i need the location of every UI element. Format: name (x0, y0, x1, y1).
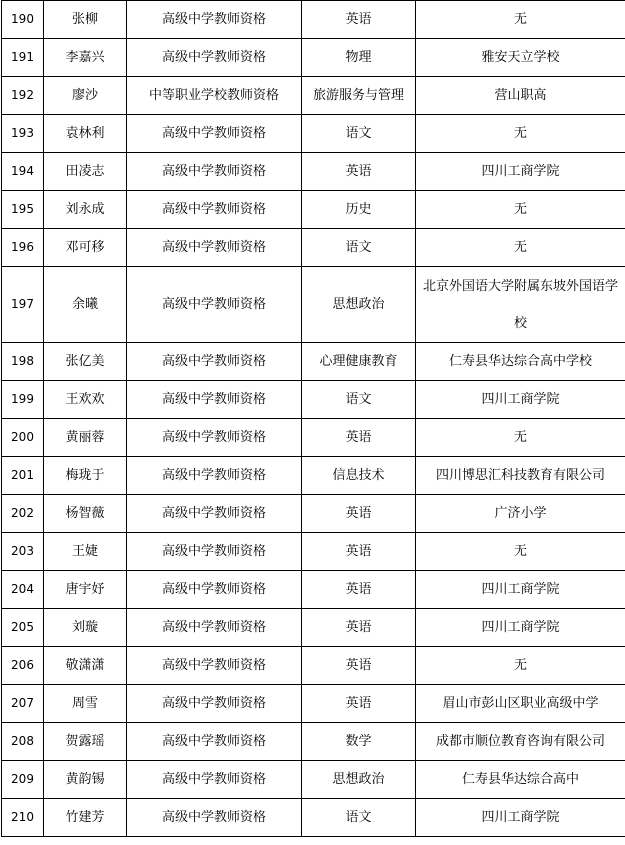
employer: 四川工商学院 (416, 609, 625, 647)
employer: 营山职高 (416, 77, 625, 115)
table-row (2, 1, 625, 39)
row-number: 191 (2, 39, 44, 77)
qualification-type: 高级中学教师资格 (127, 343, 302, 381)
qualification-type: 中等职业学校教师资格 (127, 77, 302, 115)
employer: 无 (416, 419, 625, 457)
table-row (2, 153, 625, 191)
employer: 仁寿县华达综合高中学校 (416, 343, 625, 381)
row-number: 207 (2, 685, 44, 723)
applicant-name: 刘璇 (44, 609, 127, 647)
qualification-type: 高级中学教师资格 (127, 799, 302, 837)
employer: 北京外国语大学附属东坡外国语学校 (416, 267, 625, 343)
row-number: 197 (2, 267, 44, 343)
employer: 四川工商学院 (416, 153, 625, 191)
qualification-type: 高级中学教师资格 (127, 533, 302, 571)
table-row (2, 191, 625, 229)
qualification-type: 高级中学教师资格 (127, 229, 302, 267)
row-number: 194 (2, 153, 44, 191)
subject: 英语 (302, 571, 416, 609)
qualification-type: 高级中学教师资格 (127, 647, 302, 685)
table-row (2, 381, 625, 419)
applicant-name: 黄韵锡 (44, 761, 127, 799)
subject: 英语 (302, 1, 416, 39)
qualification-type: 高级中学教师资格 (127, 267, 302, 343)
table-row (2, 457, 625, 495)
table-row (2, 609, 625, 647)
qualification-type: 高级中学教师资格 (127, 457, 302, 495)
subject: 英语 (302, 647, 416, 685)
subject: 数学 (302, 723, 416, 761)
employer: 眉山市彭山区职业高级中学 (416, 685, 625, 723)
qualification-type: 高级中学教师资格 (127, 1, 302, 39)
employer: 无 (416, 647, 625, 685)
teacher-qualification-table (1, 0, 625, 837)
subject: 语文 (302, 799, 416, 837)
applicant-name: 周雪 (44, 685, 127, 723)
table-row (2, 685, 625, 723)
table-row (2, 799, 625, 837)
row-number: 190 (2, 1, 44, 39)
subject: 语文 (302, 115, 416, 153)
employer: 无 (416, 1, 625, 39)
qualification-type: 高级中学教师资格 (127, 381, 302, 419)
applicant-name: 王婕 (44, 533, 127, 571)
applicant-name: 敬潇潇 (44, 647, 127, 685)
employer: 无 (416, 533, 625, 571)
applicant-name: 张亿美 (44, 343, 127, 381)
applicant-name: 黄丽蓉 (44, 419, 127, 457)
qualification-type: 高级中学教师资格 (127, 495, 302, 533)
subject: 英语 (302, 685, 416, 723)
employer: 四川工商学院 (416, 799, 625, 837)
applicant-name: 廖沙 (44, 77, 127, 115)
row-number: 198 (2, 343, 44, 381)
table-row (2, 761, 625, 799)
employer: 四川工商学院 (416, 381, 625, 419)
applicant-name: 李嘉兴 (44, 39, 127, 77)
subject: 旅游服务与管理 (302, 77, 416, 115)
qualification-type: 高级中学教师资格 (127, 723, 302, 761)
row-number: 193 (2, 115, 44, 153)
qualification-type: 高级中学教师资格 (127, 609, 302, 647)
subject: 英语 (302, 419, 416, 457)
subject: 英语 (302, 533, 416, 571)
subject: 思想政治 (302, 267, 416, 343)
row-number: 201 (2, 457, 44, 495)
qualification-type: 高级中学教师资格 (127, 761, 302, 799)
employer: 仁寿县华达综合高中 (416, 761, 625, 799)
row-number: 199 (2, 381, 44, 419)
subject: 英语 (302, 153, 416, 191)
applicant-name: 王欢欢 (44, 381, 127, 419)
employer: 无 (416, 229, 625, 267)
applicant-name: 刘永成 (44, 191, 127, 229)
subject: 英语 (302, 495, 416, 533)
table-row (2, 39, 625, 77)
applicant-name: 袁林利 (44, 115, 127, 153)
table-body (2, 1, 625, 837)
applicant-name: 竹建芳 (44, 799, 127, 837)
qualification-type: 高级中学教师资格 (127, 685, 302, 723)
row-number: 210 (2, 799, 44, 837)
row-number: 202 (2, 495, 44, 533)
applicant-name: 唐宇妤 (44, 571, 127, 609)
applicant-name: 邓可移 (44, 229, 127, 267)
qualification-type: 高级中学教师资格 (127, 115, 302, 153)
applicant-name: 田凌志 (44, 153, 127, 191)
subject: 信息技术 (302, 457, 416, 495)
subject: 心理健康教育 (302, 343, 416, 381)
subject: 思想政治 (302, 761, 416, 799)
table-row (2, 571, 625, 609)
table-row (2, 647, 625, 685)
table-row (2, 77, 625, 115)
applicant-name: 杨智薇 (44, 495, 127, 533)
table-row (2, 343, 625, 381)
row-number: 192 (2, 77, 44, 115)
qualification-type: 高级中学教师资格 (127, 419, 302, 457)
employer: 无 (416, 115, 625, 153)
qualification-type: 高级中学教师资格 (127, 191, 302, 229)
qualification-type: 高级中学教师资格 (127, 39, 302, 77)
row-number: 203 (2, 533, 44, 571)
table-row (2, 495, 625, 533)
employer: 成都市顺位教育咨询有限公司 (416, 723, 625, 761)
applicant-name: 梅珑于 (44, 457, 127, 495)
subject: 英语 (302, 609, 416, 647)
subject: 语文 (302, 229, 416, 267)
applicant-name: 张柳 (44, 1, 127, 39)
employer: 无 (416, 191, 625, 229)
subject: 物理 (302, 39, 416, 77)
employer: 四川博思汇科技教育有限公司 (416, 457, 625, 495)
row-number: 200 (2, 419, 44, 457)
table-row (2, 115, 625, 153)
subject: 历史 (302, 191, 416, 229)
row-number: 205 (2, 609, 44, 647)
applicant-name: 余曦 (44, 267, 127, 343)
subject: 语文 (302, 381, 416, 419)
row-number: 209 (2, 761, 44, 799)
employer: 广济小学 (416, 495, 625, 533)
row-number: 206 (2, 647, 44, 685)
row-number: 208 (2, 723, 44, 761)
employer: 雅安天立学校 (416, 39, 625, 77)
qualification-type: 高级中学教师资格 (127, 571, 302, 609)
applicant-name: 贺露瑶 (44, 723, 127, 761)
employer: 四川工商学院 (416, 571, 625, 609)
table-row (2, 533, 625, 571)
qualification-type: 高级中学教师资格 (127, 153, 302, 191)
table-row (2, 267, 625, 343)
row-number: 195 (2, 191, 44, 229)
table-row (2, 419, 625, 457)
row-number: 196 (2, 229, 44, 267)
table-row (2, 723, 625, 761)
table-row (2, 229, 625, 267)
row-number: 204 (2, 571, 44, 609)
